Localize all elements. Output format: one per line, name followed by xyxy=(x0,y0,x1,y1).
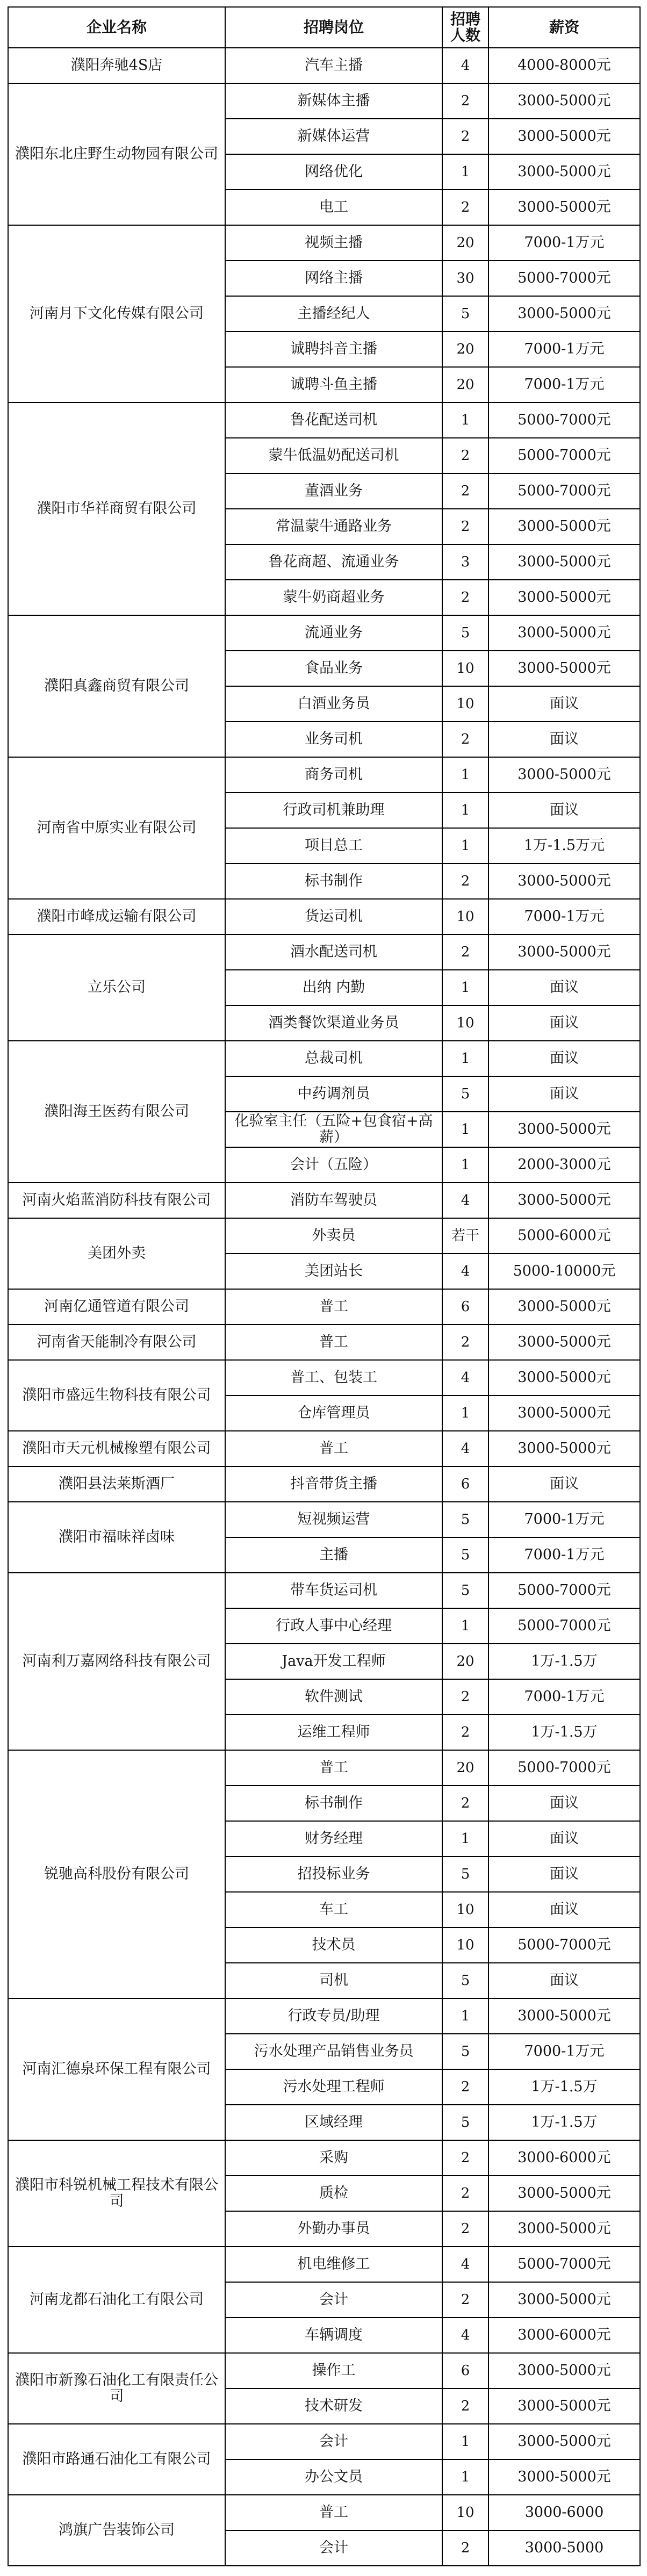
salary-cell: 面议 xyxy=(488,1466,640,1502)
table-header xyxy=(8,7,640,48)
count-cell: 1 xyxy=(442,1041,488,1076)
position-cell: 质检 xyxy=(225,2176,442,2211)
salary-cell: 面议 xyxy=(488,793,640,828)
company-name-cell: 河南省天能制冷有限公司 xyxy=(8,1325,225,1360)
table-row xyxy=(8,402,640,438)
position-cell: 普工 xyxy=(225,1289,442,1325)
salary-cell: 3000-6000 xyxy=(488,2495,640,2530)
count-cell: 1 xyxy=(442,1395,488,1431)
salary-cell: 面议 xyxy=(488,1041,640,1076)
count-cell: 2 xyxy=(442,2282,488,2318)
salary-cell: 3000-5000元 xyxy=(488,2388,640,2424)
salary-cell: 面议 xyxy=(488,1963,640,1998)
count-cell: 1 xyxy=(442,402,488,438)
salary-cell: 3000-5000元 xyxy=(488,864,640,899)
salary-cell: 3000-5000元 xyxy=(488,1325,640,1360)
position-cell: 会计 xyxy=(225,2282,442,2318)
table-row xyxy=(8,1750,640,1786)
salary-cell: 1万-1.5万 xyxy=(488,2069,640,2105)
count-cell: 2 xyxy=(442,1715,488,1750)
company-name-cell: 濮阳市新豫石油化工有限责任公司 xyxy=(8,2353,225,2424)
table-row xyxy=(8,1360,640,1395)
count-cell: 2 xyxy=(442,473,488,509)
salary-cell: 2000-3000元 xyxy=(488,1147,640,1183)
salary-cell: 3000-5000元 xyxy=(488,1183,640,1218)
count-cell: 6 xyxy=(442,1289,488,1325)
count-cell: 2 xyxy=(442,1325,488,1360)
salary-cell: 1万-1.5万 xyxy=(488,2105,640,2140)
position-cell: 会计（五险） xyxy=(225,1147,442,1183)
count-cell: 10 xyxy=(442,2495,488,2530)
salary-cell: 3000-5000元 xyxy=(488,83,640,119)
salary-cell: 3000-6000元 xyxy=(488,2318,640,2353)
table-row xyxy=(8,1573,640,1608)
count-cell: 2 xyxy=(442,1679,488,1715)
salary-cell: 3000-6000元 xyxy=(488,2140,640,2176)
header-position: 招聘岗位 xyxy=(225,7,442,48)
position-cell: 普工 xyxy=(225,2495,442,2530)
salary-cell: 7000-1万元 xyxy=(488,367,640,402)
count-cell: 20 xyxy=(442,367,488,402)
salary-cell: 1万-1.5万 xyxy=(488,1644,640,1679)
table-row xyxy=(8,1466,640,1502)
count-cell: 2 xyxy=(442,190,488,225)
position-cell: 软件测试 xyxy=(225,1679,442,1715)
position-cell: 网络主播 xyxy=(225,261,442,296)
company-name-cell: 濮阳奔驰4S店 xyxy=(8,48,225,83)
salary-cell: 面议 xyxy=(488,970,640,1005)
salary-cell: 5000-7000元 xyxy=(488,1573,640,1608)
count-cell: 2 xyxy=(442,2176,488,2211)
position-cell: 行政专员/助理 xyxy=(225,1998,442,2034)
salary-cell: 5000-7000元 xyxy=(488,438,640,473)
salary-cell: 3000-5000元 xyxy=(488,2353,640,2388)
position-cell: 白酒业务员 xyxy=(225,686,442,722)
position-cell: 操作工 xyxy=(225,2353,442,2388)
count-cell: 2 xyxy=(442,1786,488,1821)
company-name-cell: 濮阳市科锐机械工程技术有限公司 xyxy=(8,2140,225,2247)
salary-cell: 5000-7000元 xyxy=(488,2247,640,2282)
count-cell: 2 xyxy=(442,83,488,119)
count-cell: 2 xyxy=(442,509,488,544)
position-cell: 外卖员 xyxy=(225,1218,442,1254)
salary-cell: 4000-8000元 xyxy=(488,48,640,83)
salary-cell: 3000-5000 xyxy=(488,2530,640,2566)
position-cell: 车辆调度 xyxy=(225,2318,442,2353)
count-cell: 5 xyxy=(442,1963,488,1998)
count-cell: 5 xyxy=(442,296,488,332)
table-row xyxy=(8,615,640,651)
salary-cell: 面议 xyxy=(488,1786,640,1821)
count-cell: 2 xyxy=(442,864,488,899)
count-cell: 1 xyxy=(442,2424,488,2459)
table-row xyxy=(8,1289,640,1325)
count-cell: 2 xyxy=(442,2140,488,2176)
count-cell: 5 xyxy=(442,1502,488,1537)
position-cell: 董酒业务 xyxy=(225,473,442,509)
salary-cell: 1万-1.5万元 xyxy=(488,828,640,864)
position-cell: 酒水配送司机 xyxy=(225,934,442,970)
count-cell: 10 xyxy=(442,899,488,934)
salary-cell: 3000-5000元 xyxy=(488,2282,640,2318)
position-cell: 蒙牛低温奶配送司机 xyxy=(225,438,442,473)
count-cell: 20 xyxy=(442,225,488,261)
position-cell: 新媒体主播 xyxy=(225,83,442,119)
company-name-cell: 濮阳市福味祥卤味 xyxy=(8,1502,225,1573)
count-cell: 10 xyxy=(442,651,488,686)
salary-cell: 7000-1万元 xyxy=(488,899,640,934)
table-row xyxy=(8,2424,640,2459)
position-cell: 会计 xyxy=(225,2424,442,2459)
table-row xyxy=(8,899,640,934)
count-cell: 4 xyxy=(442,1431,488,1466)
salary-cell: 7000-1万元 xyxy=(488,1537,640,1573)
count-cell: 1 xyxy=(442,1608,488,1644)
position-cell: 运维工程师 xyxy=(225,1715,442,1750)
position-cell: 鲁花配送司机 xyxy=(225,402,442,438)
count-cell: 1 xyxy=(442,828,488,864)
position-cell: 普工 xyxy=(225,1431,442,1466)
position-cell: 食品业务 xyxy=(225,651,442,686)
count-cell: 2 xyxy=(442,934,488,970)
count-cell: 5 xyxy=(442,1573,488,1608)
salary-cell: 3000-5000元 xyxy=(488,154,640,190)
count-cell: 5 xyxy=(442,2034,488,2069)
position-cell: 普工、包装工 xyxy=(225,1360,442,1395)
salary-cell: 面议 xyxy=(488,1857,640,1892)
position-cell: 标书制作 xyxy=(225,1786,442,1821)
salary-cell: 3000-5000元 xyxy=(488,2211,640,2247)
position-cell: 标书制作 xyxy=(225,864,442,899)
position-cell: 诚聘斗鱼主播 xyxy=(225,367,442,402)
salary-cell: 3000-5000元 xyxy=(488,1431,640,1466)
table-row xyxy=(8,934,640,970)
count-cell: 10 xyxy=(442,686,488,722)
company-name-cell: 河南月下文化传媒有限公司 xyxy=(8,225,225,402)
position-cell: 会计 xyxy=(225,2530,442,2566)
salary-cell: 5000-7000元 xyxy=(488,402,640,438)
position-cell: 常温蒙牛通路业务 xyxy=(225,509,442,544)
table-row xyxy=(8,1998,640,2034)
salary-cell: 7000-1万元 xyxy=(488,225,640,261)
salary-cell: 面议 xyxy=(488,1076,640,1112)
salary-cell: 7000-1万元 xyxy=(488,332,640,367)
table-row xyxy=(8,48,640,83)
count-cell: 20 xyxy=(442,1750,488,1786)
position-cell: 总裁司机 xyxy=(225,1041,442,1076)
position-cell: 美团站长 xyxy=(225,1254,442,1289)
count-cell: 4 xyxy=(442,48,488,83)
salary-cell: 面议 xyxy=(488,1821,640,1857)
count-cell: 2 xyxy=(442,722,488,757)
company-name-cell: 锐驰高科股份有限公司 xyxy=(8,1750,225,1998)
position-cell: 带车货运司机 xyxy=(225,1573,442,1608)
position-cell: 蒙牛奶商超业务 xyxy=(225,580,442,615)
salary-cell: 3000-5000元 xyxy=(488,2459,640,2495)
table-row xyxy=(8,1041,640,1076)
salary-cell: 3000-5000元 xyxy=(488,509,640,544)
company-name-cell: 河南省中原实业有限公司 xyxy=(8,757,225,899)
count-cell: 1 xyxy=(442,154,488,190)
position-cell: 招投标业务 xyxy=(225,1857,442,1892)
position-cell: 流通业务 xyxy=(225,615,442,651)
position-cell: Java开发工程师 xyxy=(225,1644,442,1679)
position-cell: 采购 xyxy=(225,2140,442,2176)
position-cell: 酒类餐饮渠道业务员 xyxy=(225,1005,442,1041)
job-table xyxy=(8,6,641,2566)
count-cell: 4 xyxy=(442,1360,488,1395)
company-name-cell: 濮阳市天元机械橡塑有限公司 xyxy=(8,1431,225,1466)
position-cell: 化验室主任（五险+包食宿+高薪） xyxy=(225,1112,442,1147)
count-cell: 1 xyxy=(442,2459,488,2495)
salary-cell: 5000-7000元 xyxy=(488,261,640,296)
company-name-cell: 濮阳真鑫商贸有限公司 xyxy=(8,615,225,757)
company-name-cell: 濮阳市盛远生物科技有限公司 xyxy=(8,1360,225,1431)
salary-cell: 3000-5000元 xyxy=(488,1112,640,1147)
count-cell: 10 xyxy=(442,1005,488,1041)
position-cell: 普工 xyxy=(225,1325,442,1360)
count-cell: 20 xyxy=(442,332,488,367)
position-cell: 中药调剂员 xyxy=(225,1076,442,1112)
header-salary: 薪资 xyxy=(488,7,640,48)
company-name-cell: 鸿旗广告装饰公司 xyxy=(8,2495,225,2566)
count-cell: 2 xyxy=(442,2388,488,2424)
table-row xyxy=(8,2247,640,2282)
count-cell: 3 xyxy=(442,544,488,580)
salary-cell: 3000-5000元 xyxy=(488,1998,640,2034)
salary-cell: 5000-6000元 xyxy=(488,1218,640,1254)
salary-cell: 3000-5000元 xyxy=(488,296,640,332)
count-cell: 4 xyxy=(442,1254,488,1289)
position-cell: 项目总工 xyxy=(225,828,442,864)
salary-cell: 5000-10000元 xyxy=(488,1254,640,1289)
company-name-cell: 美团外卖 xyxy=(8,1218,225,1289)
header-company: 企业名称 xyxy=(8,7,225,48)
salary-cell: 3000-5000元 xyxy=(488,651,640,686)
salary-cell: 3000-5000元 xyxy=(488,2176,640,2211)
salary-cell: 面议 xyxy=(488,722,640,757)
count-cell: 2 xyxy=(442,2211,488,2247)
count-cell: 20 xyxy=(442,1644,488,1679)
position-cell: 车工 xyxy=(225,1892,442,1927)
position-cell: 司机 xyxy=(225,1963,442,1998)
salary-cell: 3000-5000元 xyxy=(488,119,640,154)
salary-cell: 3000-5000元 xyxy=(488,2424,640,2459)
position-cell: 诚聘抖音主播 xyxy=(225,332,442,367)
salary-cell: 7000-1万元 xyxy=(488,1502,640,1537)
salary-cell: 3000-5000元 xyxy=(488,544,640,580)
position-cell: 视频主播 xyxy=(225,225,442,261)
position-cell: 抖音带货主播 xyxy=(225,1466,442,1502)
count-cell: 1 xyxy=(442,1147,488,1183)
salary-cell: 3000-5000元 xyxy=(488,1360,640,1395)
count-cell: 1 xyxy=(442,1998,488,2034)
count-cell: 5 xyxy=(442,2105,488,2140)
company-name-cell: 濮阳东北庄野生动物园有限公司 xyxy=(8,83,225,225)
count-cell: 30 xyxy=(442,261,488,296)
position-cell: 电工 xyxy=(225,190,442,225)
position-cell: 普工 xyxy=(225,1750,442,1786)
salary-cell: 面议 xyxy=(488,1892,640,1927)
position-cell: 区域经理 xyxy=(225,2105,442,2140)
position-cell: 短视频运营 xyxy=(225,1502,442,1537)
company-name-cell: 濮阳县法莱斯酒厂 xyxy=(8,1466,225,1502)
count-cell: 10 xyxy=(442,1927,488,1963)
salary-cell: 7000-1万元 xyxy=(488,1679,640,1715)
salary-cell: 3000-5000元 xyxy=(488,757,640,793)
count-cell: 1 xyxy=(442,970,488,1005)
salary-cell: 3000-5000元 xyxy=(488,190,640,225)
table-row xyxy=(8,83,640,119)
position-cell: 污水处理工程师 xyxy=(225,2069,442,2105)
position-cell: 行政司机兼助理 xyxy=(225,793,442,828)
count-cell: 1 xyxy=(442,757,488,793)
count-cell: 2 xyxy=(442,438,488,473)
company-name-cell: 立乐公司 xyxy=(8,934,225,1041)
salary-cell: 3000-5000元 xyxy=(488,615,640,651)
salary-cell: 5000-7000元 xyxy=(488,1608,640,1644)
position-cell: 机电维修工 xyxy=(225,2247,442,2282)
position-cell: 仓库管理员 xyxy=(225,1395,442,1431)
count-cell: 2 xyxy=(442,2069,488,2105)
salary-cell: 3000-5000元 xyxy=(488,934,640,970)
count-cell: 5 xyxy=(442,1076,488,1112)
count-cell: 2 xyxy=(442,580,488,615)
count-cell: 4 xyxy=(442,1183,488,1218)
table-row xyxy=(8,1218,640,1254)
count-cell: 5 xyxy=(442,615,488,651)
position-cell: 出纳 内勤 xyxy=(225,970,442,1005)
company-name-cell: 濮阳市峰成运输有限公司 xyxy=(8,899,225,934)
salary-cell: 1万-1.5万 xyxy=(488,1715,640,1750)
position-cell: 商务司机 xyxy=(225,757,442,793)
count-cell: 5 xyxy=(442,1857,488,1892)
table-row xyxy=(8,2495,640,2530)
count-cell: 若干 xyxy=(442,1218,488,1254)
count-cell: 1 xyxy=(442,793,488,828)
salary-cell: 5000-7000元 xyxy=(488,1750,640,1786)
count-cell: 4 xyxy=(442,2247,488,2282)
count-cell: 6 xyxy=(442,1466,488,1502)
count-cell: 1 xyxy=(442,1112,488,1147)
position-cell: 污水处理产品销售业务员 xyxy=(225,2034,442,2069)
position-cell: 主播 xyxy=(225,1537,442,1573)
position-cell: 汽车主播 xyxy=(225,48,442,83)
company-name-cell: 濮阳市路通石油化工有限公司 xyxy=(8,2424,225,2495)
position-cell: 行政人事中心经理 xyxy=(225,1608,442,1644)
count-cell: 1 xyxy=(442,1821,488,1857)
position-cell: 技术研发 xyxy=(225,2388,442,2424)
position-cell: 财务经理 xyxy=(225,1821,442,1857)
salary-cell: 3000-5000元 xyxy=(488,1395,640,1431)
table-row xyxy=(8,1502,640,1537)
table-row xyxy=(8,1325,640,1360)
position-cell: 货运司机 xyxy=(225,899,442,934)
salary-cell: 面议 xyxy=(488,686,640,722)
company-name-cell: 濮阳海王医药有限公司 xyxy=(8,1041,225,1183)
company-name-cell: 河南火焰蓝消防科技有限公司 xyxy=(8,1183,225,1218)
header-count: 招聘人数 xyxy=(442,7,488,48)
count-cell: 4 xyxy=(442,2318,488,2353)
position-cell: 外勤办事员 xyxy=(225,2211,442,2247)
position-cell: 新媒体运营 xyxy=(225,119,442,154)
salary-cell: 5000-7000元 xyxy=(488,1927,640,1963)
table-row xyxy=(8,757,640,793)
count-cell: 5 xyxy=(442,1537,488,1573)
count-cell: 6 xyxy=(442,2353,488,2388)
count-cell: 10 xyxy=(442,1892,488,1927)
position-cell: 办公文员 xyxy=(225,2459,442,2495)
header-row xyxy=(8,7,640,48)
company-name-cell: 河南龙都石油化工有限公司 xyxy=(8,2247,225,2353)
table-row xyxy=(8,1183,640,1218)
position-cell: 主播经纪人 xyxy=(225,296,442,332)
company-name-cell: 濮阳市华祥商贸有限公司 xyxy=(8,402,225,615)
table-row xyxy=(8,2353,640,2388)
count-cell: 2 xyxy=(442,2530,488,2566)
salary-cell: 面议 xyxy=(488,1005,640,1041)
company-name-cell: 河南利万嘉网络科技有限公司 xyxy=(8,1573,225,1750)
table-row xyxy=(8,2140,640,2176)
table-row xyxy=(8,1431,640,1466)
salary-cell: 7000-1万元 xyxy=(488,2034,640,2069)
table-body xyxy=(8,48,640,2566)
position-cell: 技术员 xyxy=(225,1927,442,1963)
salary-cell: 5000-7000元 xyxy=(488,473,640,509)
count-cell: 2 xyxy=(442,119,488,154)
salary-cell: 3000-5000元 xyxy=(488,1289,640,1325)
position-cell: 业务司机 xyxy=(225,722,442,757)
position-cell: 消防车驾驶员 xyxy=(225,1183,442,1218)
salary-cell: 3000-5000元 xyxy=(488,580,640,615)
company-name-cell: 河南亿通管道有限公司 xyxy=(8,1289,225,1325)
company-name-cell: 河南汇德泉环保工程有限公司 xyxy=(8,1998,225,2140)
position-cell: 鲁花商超、流通业务 xyxy=(225,544,442,580)
table-row xyxy=(8,225,640,261)
position-cell: 网络优化 xyxy=(225,154,442,190)
